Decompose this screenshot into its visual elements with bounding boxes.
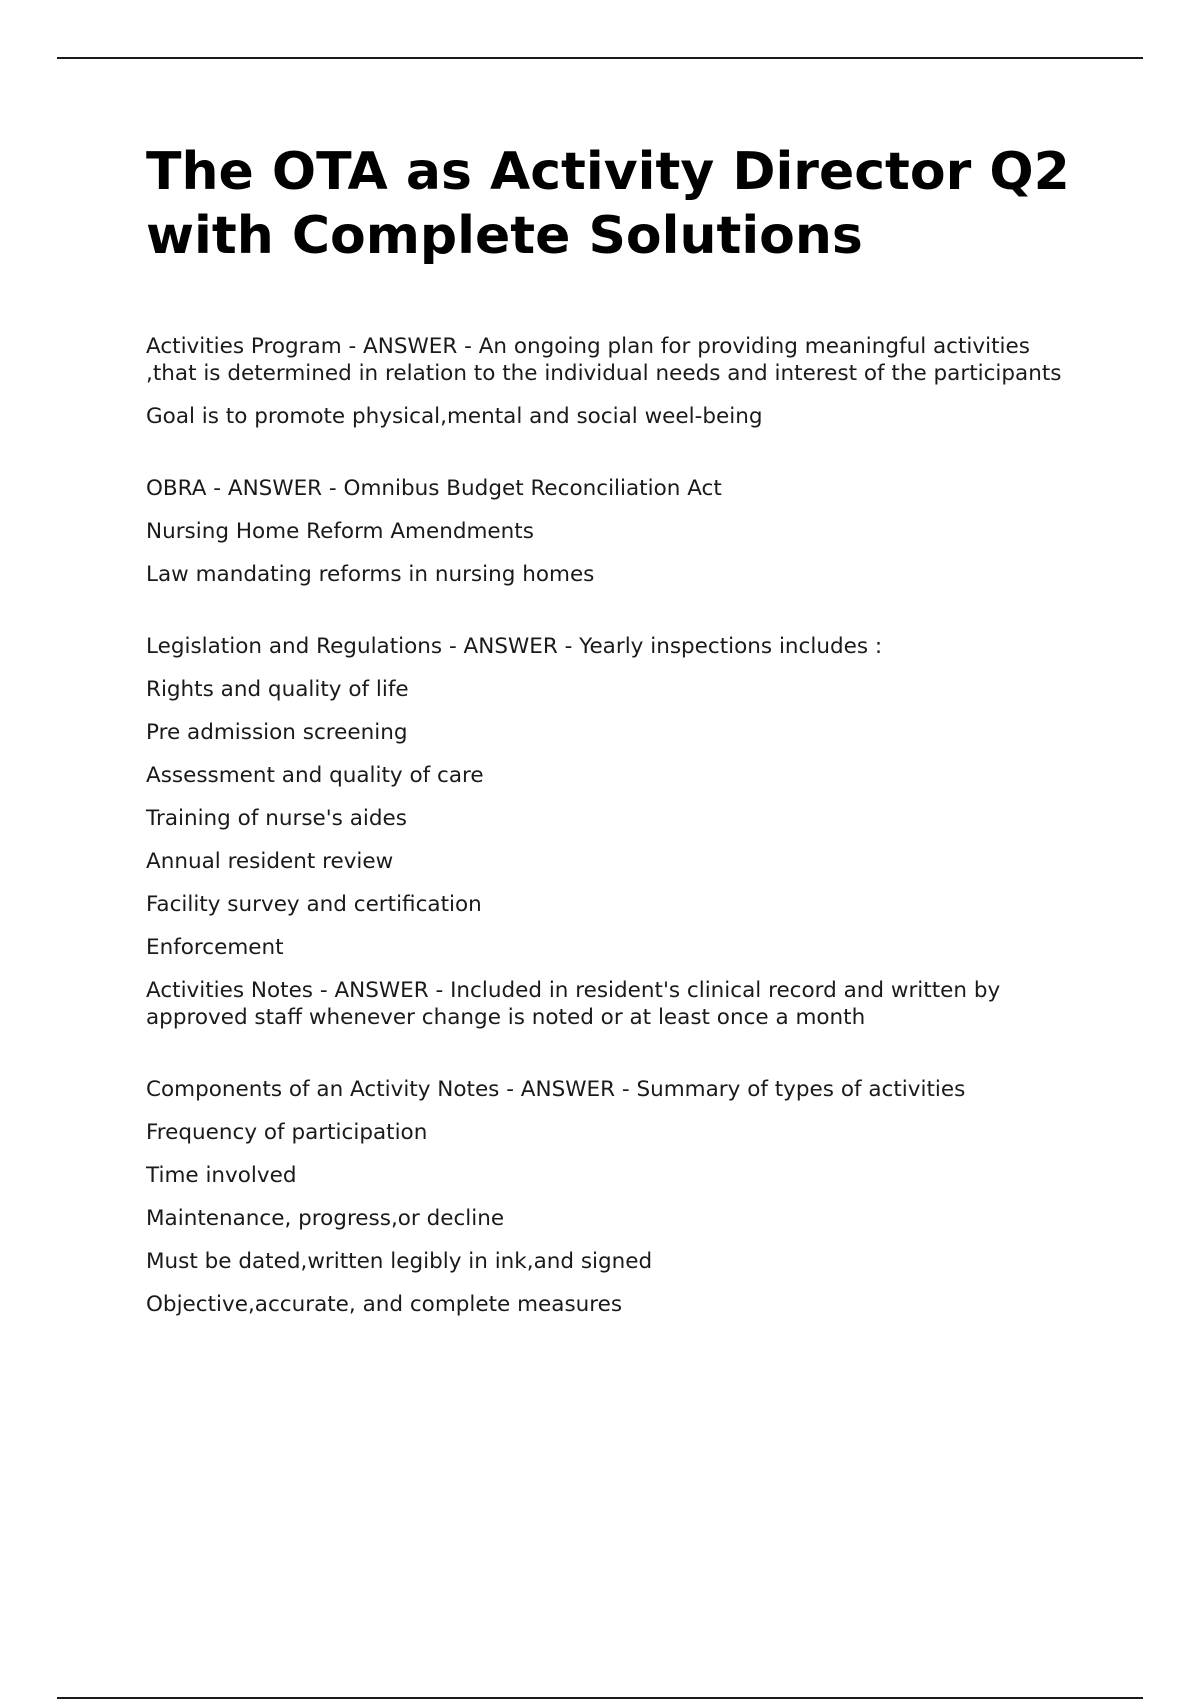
- paragraph: Law mandating reforms in nursing homes: [146, 562, 595, 587]
- paragraph: Pre admission screening: [146, 720, 408, 745]
- paragraph: Annual resident review: [146, 849, 394, 874]
- paragraph: Enforcement: [146, 935, 284, 960]
- qa-block-obra: [146, 475, 1086, 588]
- paragraph: OBRA - ANSWER - Omnibus Budget Reconciliation Act: [146, 476, 722, 501]
- paragraph: Must be dated,written legibly in ink,and signed: [146, 1249, 653, 1274]
- qa-block-legislation: [146, 633, 1086, 1031]
- paragraph: Nursing Home Reform Amendments: [146, 519, 534, 544]
- paragraph: Time involved: [146, 1163, 297, 1188]
- paragraph: Objective,accurate, and complete measures: [146, 1292, 623, 1317]
- qa-block-activity-notes-components: [146, 1076, 1086, 1318]
- paragraph: Legislation and Regulations - ANSWER - Yearly inspections includes :: [146, 634, 883, 659]
- paragraph: Activities Program - ANSWER - An ongoing plan for providing meaningful activities ,that is determined in relation to the individual needs and interest of the participants: [146, 334, 1062, 386]
- paragraph: Activities Notes - ANSWER - Included in resident's clinical record and written by approved staff whenever change is noted or at least once a month: [146, 978, 1001, 1030]
- paragraph: Components of an Activity Notes - ANSWER - Summary of types of activities: [146, 1077, 966, 1102]
- bottom-rule: [57, 1697, 1143, 1699]
- qa-block-activities-program: [146, 333, 1086, 430]
- top-rule: [57, 57, 1143, 59]
- paragraph: Assessment and quality of care: [146, 763, 484, 788]
- paragraph: Maintenance, progress,or decline: [146, 1206, 505, 1231]
- document-content: [146, 333, 1086, 1318]
- paragraph: Facility survey and certification: [146, 892, 482, 917]
- paragraph: Rights and quality of life: [146, 677, 409, 702]
- paragraph: Frequency of participation: [146, 1120, 428, 1145]
- document-title: The OTA as Activity Director Q2 with Complete Solutions: [146, 142, 1070, 266]
- paragraph: Training of nurse's aides: [146, 806, 407, 831]
- paragraph: Goal is to promote physical,mental and social weel-being: [146, 404, 763, 429]
- document-page: [146, 140, 1086, 1363]
